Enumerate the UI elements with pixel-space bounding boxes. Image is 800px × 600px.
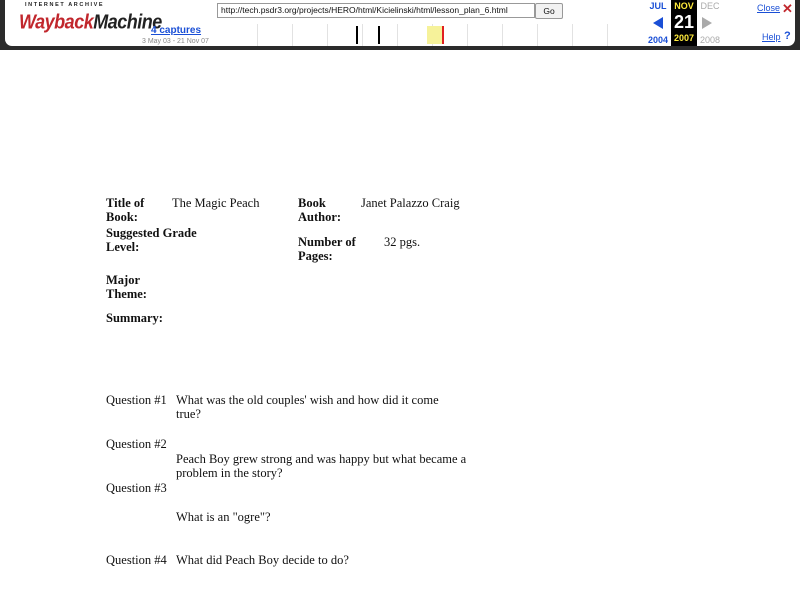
question-4-label: Question #4 (106, 553, 167, 567)
go-button[interactable]: Go (535, 3, 563, 19)
next-year-label: 2008 (699, 35, 721, 45)
help-link[interactable]: Help (762, 32, 781, 42)
question-4-text: What did Peach Boy decide to do? (176, 553, 349, 567)
captures-date-range: 3 May 03 - 21 Nov 07 (142, 38, 209, 45)
next-month-label: DEC (700, 1, 720, 11)
current-year-label: 2007 (673, 33, 695, 43)
help-icon[interactable]: ? (784, 30, 791, 42)
current-month-label: NOV (674, 1, 694, 11)
logo-internet-archive-text: INTERNET ARCHIVE (25, 2, 105, 8)
current-day-label: 21 (673, 12, 695, 32)
question-2-label: Question #2 (106, 437, 167, 451)
close-icon[interactable]: ✕ (782, 1, 793, 16)
url-input[interactable]: http://tech.psdr3.org/projects/HERO/html/Kicielinski/html/lesson_plan_6.html (217, 3, 535, 18)
grade-level-label: Suggested Grade Level: (106, 226, 197, 254)
summary-label: Summary: (106, 311, 163, 325)
author-value: Janet Palazzo Craig (361, 196, 460, 210)
question-2-text: Peach Boy grew strong and was happy but what became a problem in the story? (176, 452, 467, 480)
close-link[interactable]: Close (757, 3, 781, 13)
pages-value: 32 pgs. (384, 235, 421, 249)
author-label: Book Author: (298, 196, 342, 224)
captures-link[interactable]: 4 captures (151, 25, 202, 36)
title-label: Title of Book: (106, 196, 145, 224)
prev-month-label[interactable]: JUL (649, 1, 667, 11)
question-1-label: Question #1 (106, 393, 167, 407)
pages-label: Number of Pages: (298, 235, 356, 263)
question-3-text: What is an "ogre"? (176, 510, 271, 524)
prev-year-label[interactable]: 2004 (647, 35, 669, 45)
logo-wayback-machine-text: WaybackMachine (19, 10, 162, 33)
question-1-text: What was the old couples' wish and how did it come true? (176, 393, 439, 421)
major-theme-label: Major Theme: (106, 273, 147, 301)
question-3-label: Question #3 (106, 481, 167, 495)
title-value: The Magic Peach (172, 196, 260, 210)
